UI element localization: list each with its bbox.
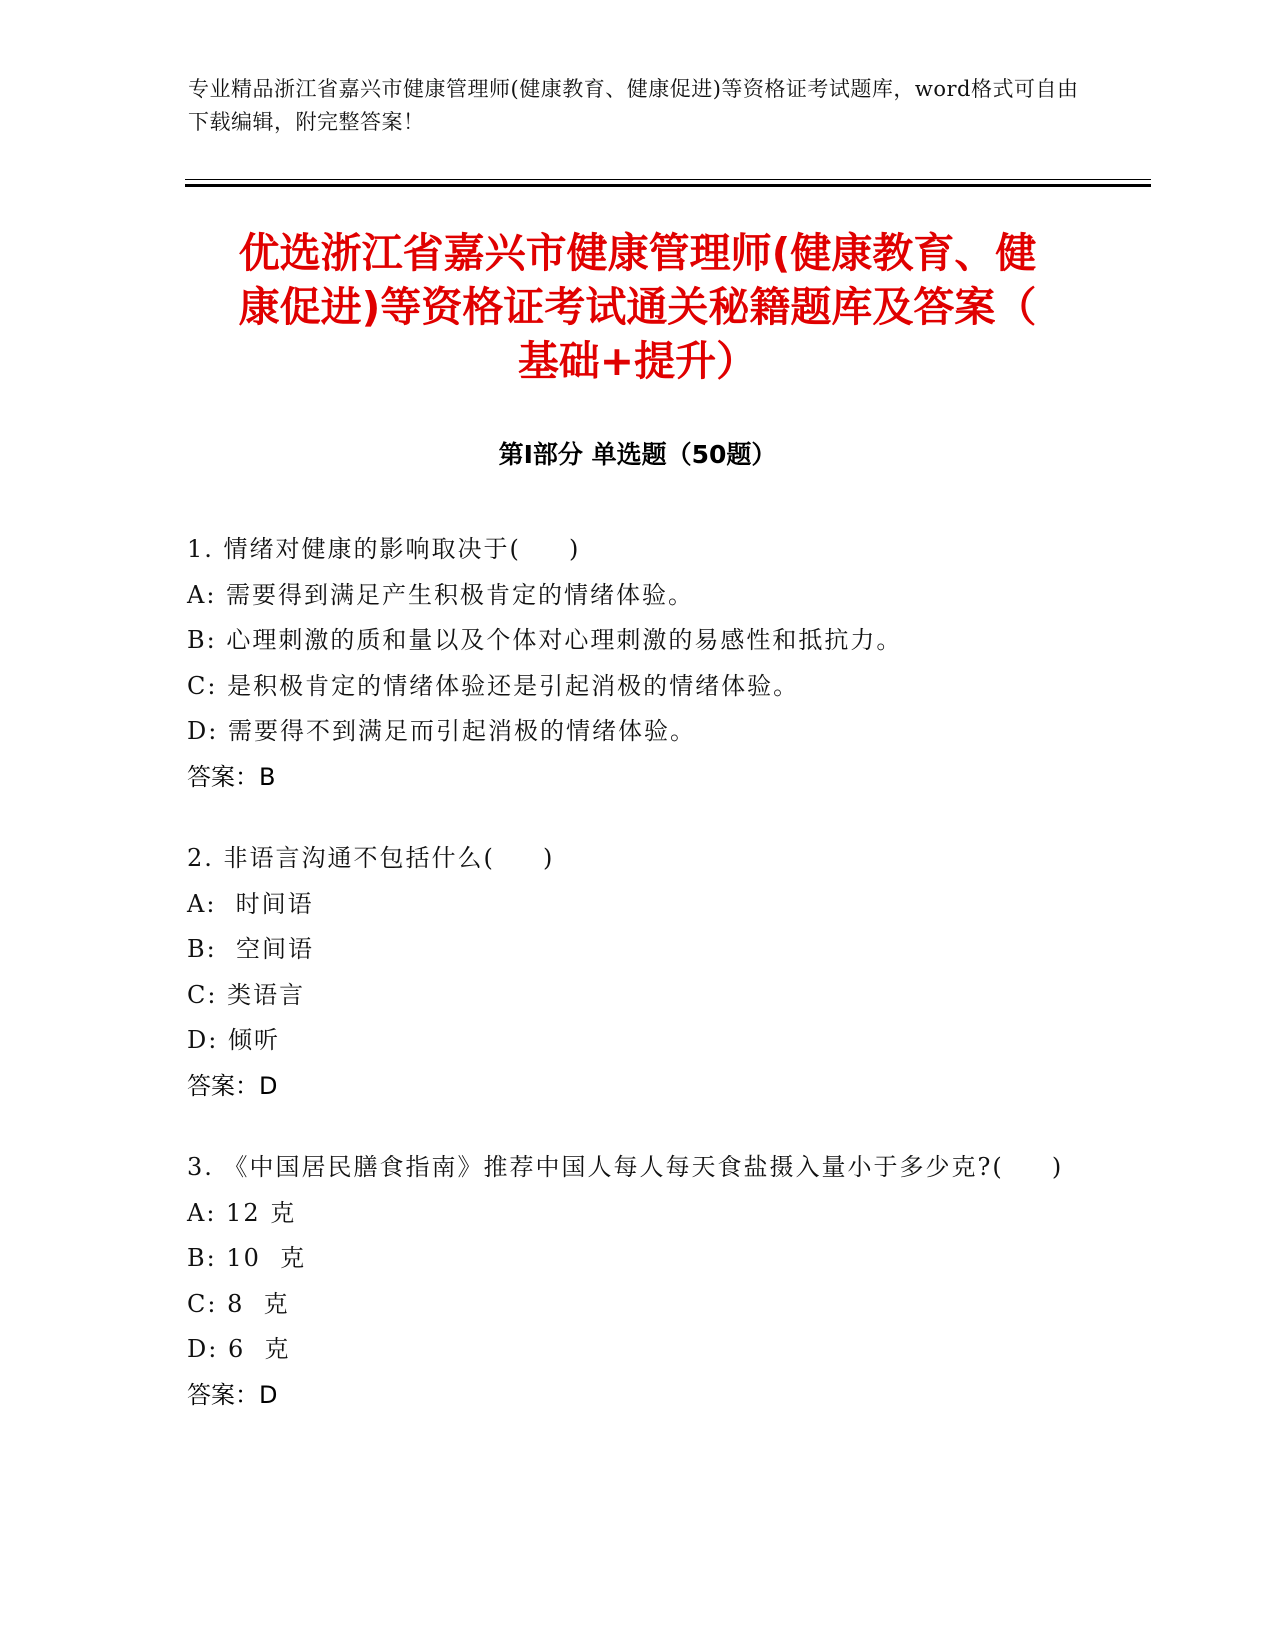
option-c: C: 是积极肯定的情绪体验还是引起消极的情绪体验。 [187, 671, 800, 700]
section-title: 第Ⅰ部分 单选题（50题） [498, 440, 777, 469]
question-stem: 2. 非语言沟通不包括什么( ) [187, 844, 555, 872]
option-a: A: 需要得到满足产生积极肯定的情绪体验。 [187, 580, 695, 609]
question-2 [187, 836, 1087, 1109]
answer-line: 答案：D [187, 1071, 278, 1100]
option-d: D: 6 克 [187, 1335, 291, 1363]
option-a: A: 时间语 [187, 889, 314, 918]
answer-line: 答案：D [187, 1380, 278, 1409]
document-title [180, 226, 1095, 388]
option-d: D: 需要得不到满足而引起消极的情绪体验。 [187, 717, 696, 745]
document-title-line-2: 康促进)等资格证考试通关秘籍题库及答案（ [238, 283, 1037, 331]
question-list [187, 527, 1087, 1454]
option-c: C: 类语言 [187, 980, 306, 1009]
question-1 [187, 527, 1087, 800]
question-stem: 1. 情绪对健康的影响取决于( ) [187, 535, 581, 563]
header-divider-thin [185, 179, 1151, 180]
option-a: A: 12 克 [187, 1198, 297, 1227]
document-title-line-1: 优选浙江省嘉兴市健康管理师(健康教育、健 [238, 229, 1037, 277]
option-b: B: 空间语 [187, 935, 314, 963]
header-note: 专业精品浙江省嘉兴市健康管理师(健康教育、健康促进)等资格证考试题库，word格式可自由下载编辑，附完整答案！ [188, 77, 1079, 134]
question-3 [187, 1145, 1087, 1418]
option-d: D: 倾听 [187, 1026, 280, 1054]
question-stem: 3. 《中国居民膳食指南》推荐中国人每人每天食盐摄入量小于多少克?( ) [187, 1153, 1064, 1181]
option-c: C: 8 克 [187, 1289, 290, 1318]
header-divider-thick [185, 184, 1151, 187]
option-b: B: 心理刺激的质和量以及个体对心理刺激的易感性和抵抗力。 [187, 626, 903, 654]
option-b: B: 10 克 [187, 1244, 307, 1272]
document-title-line-3: 基础+提升） [517, 337, 758, 385]
answer-line: 答案：B [187, 762, 276, 791]
